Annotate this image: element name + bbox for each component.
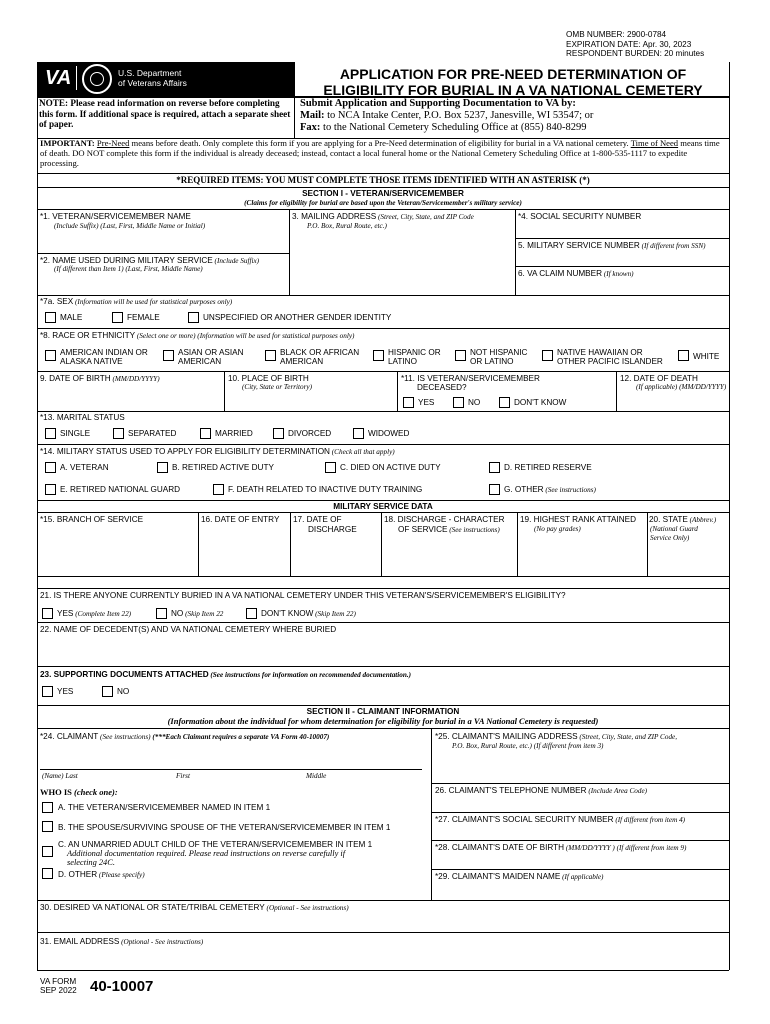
item9-label: 9. DATE OF BIRTH: [40, 374, 111, 383]
who-spouse-checkbox[interactable]: [42, 821, 53, 832]
va-logo: VA: [45, 67, 72, 89]
marital-separated-checkbox[interactable]: [113, 428, 124, 439]
item27-label: *27. CLAIMANT'S SOCIAL SECURITY NUMBER: [435, 815, 614, 824]
submit-title: Submit Application and Supporting Documentation to VA by:: [300, 98, 576, 109]
fax-number: to the National Cemetery Scheduling Office at (855) 840-8299: [320, 122, 587, 133]
mil-other-checkbox[interactable]: [489, 484, 500, 495]
item8-label: *8. RACE OR ETHNICITY: [40, 331, 136, 340]
who-child-checkbox[interactable]: [42, 846, 53, 857]
item23-label: 23. SUPPORTING DOCUMENTS ATTACHED: [40, 670, 209, 679]
race-native-hawaiian-checkbox[interactable]: [542, 350, 553, 361]
item13-label: *13. MARITAL STATUS: [40, 413, 125, 422]
race-white-checkbox[interactable]: [678, 350, 689, 361]
item19-hint: (No pay grades): [534, 525, 581, 533]
item21-label: 21. IS THERE ANYONE CURRENTLY BURIED IN A VA NATIONAL CEMETERY UNDER THIS VETERAN'S/SERVICEMEMBER'S ELIGIBILITY?: [40, 591, 566, 600]
item29-label: *29. CLAIMANT'S MAIDEN NAME: [435, 872, 561, 881]
item12-hint: (If applicable) (MM/DD/YYYY): [636, 383, 727, 391]
item2-hint: (If different than Item 1) (Last, First, Middle Name): [54, 265, 203, 273]
required-items-note: *REQUIRED ITEMS: YOU MUST COMPLETE THOSE ITEMS IDENTIFIED WITH AN ASTERISK (*): [176, 175, 590, 185]
deceased-yes-checkbox[interactable]: [403, 397, 414, 408]
note-text: NOTE: Please read information on reverse before completing this form. If additional space is required, attach a separate sheet of paper.: [39, 98, 291, 129]
item25-label: *25. CLAIMANT'S MAILING ADDRESS: [435, 732, 578, 741]
item26-label: 26. CLAIMANT'S TELEPHONE NUMBER: [435, 786, 587, 795]
item10-hint: (City, State or Territory): [242, 383, 313, 391]
item20-label: 20. STATE: [649, 515, 688, 524]
item14-label: *14. MILITARY STATUS USED TO APPLY FOR ELIGIBILITY DETERMINATION: [40, 447, 330, 456]
form-number: 40-10007: [90, 978, 154, 995]
item16-label: 16. DATE OF ENTRY: [201, 515, 280, 524]
who-veteran-checkbox[interactable]: [42, 802, 53, 813]
mil-retired-guard-checkbox[interactable]: [45, 484, 56, 495]
docs-yes-checkbox[interactable]: [42, 686, 53, 697]
form-title: APPLICATION FOR PRE-NEED DETERMINATION OF ELIGIBILITY FOR BURIAL IN A VA NATIONAL CEMETERY: [323, 66, 703, 98]
buried-dont-know-checkbox[interactable]: [246, 608, 257, 619]
omb-number: OMB NUMBER: 2900-0784: [566, 30, 667, 39]
item11-label: *11. IS VETERAN/SERVICEMEMBER: [401, 374, 540, 383]
section1-subtitle: (Claims for eligibility for burial are based upon the Veteran/Servicemember's military service): [244, 199, 522, 207]
item18-label: 18. DISCHARGE - CHARACTER: [384, 515, 505, 524]
deceased-dont-know-checkbox[interactable]: [499, 397, 510, 408]
item1-hint: (Include Suffix) (Last, First, Middle Name or Initial): [54, 222, 206, 230]
marital-widowed-checkbox[interactable]: [353, 428, 364, 439]
mil-retired-active-checkbox[interactable]: [157, 462, 168, 473]
mail-address: to NCA Intake Center, P.O. Box 5237, Janesville, WI 53547; or: [324, 110, 594, 121]
sex-unspecified-checkbox[interactable]: [188, 312, 199, 323]
item6-label: 6. VA CLAIM NUMBER: [518, 269, 603, 278]
sex-female-checkbox[interactable]: [112, 312, 123, 323]
section2-subtitle: (Information about the individual for whom determination for eligibility for burial in a VA National Cemetery is requested): [167, 716, 599, 726]
who-is-label: WHO IS: [40, 787, 72, 797]
item3-hint: P.O. Box, Rural Route, etc.): [307, 222, 387, 230]
mil-inactive-duty-checkbox[interactable]: [213, 484, 224, 495]
race-hispanic-checkbox[interactable]: [373, 350, 384, 361]
mil-died-active-checkbox[interactable]: [325, 462, 336, 473]
item15-label: *15. BRANCH OF SERVICE: [40, 515, 144, 524]
item17-label: 17. DATE OF: [293, 515, 342, 524]
dept-name: U.S. Department of Veterans Affairs: [118, 68, 187, 88]
form-id: VA FORM SEP 2022: [40, 977, 77, 995]
item25-hint: P.O. Box, Rural Route, etc.) (If different from item 3): [452, 742, 604, 750]
race-black-checkbox[interactable]: [265, 350, 276, 361]
race-not-hispanic-checkbox[interactable]: [455, 350, 466, 361]
respondent-burden: RESPONDENT BURDEN: 20 minutes: [566, 49, 705, 58]
item5-label: 5. MILITARY SERVICE NUMBER: [518, 241, 640, 250]
item3-label: 3. MAILING ADDRESS: [292, 212, 377, 221]
omb-info: [566, 30, 704, 59]
mil-veteran-checkbox[interactable]: [45, 462, 56, 473]
item7a-label: *7a. SEX: [40, 297, 74, 306]
item30-label: 30. DESIRED VA NATIONAL OR STATE/TRIBAL CEMETERY: [40, 903, 265, 912]
docs-no-checkbox[interactable]: [102, 686, 113, 697]
section2-title: SECTION II - CLAIMANT INFORMATION: [306, 707, 460, 716]
section1-title: SECTION I - VETERAN/SERVICEMEMBER: [302, 189, 464, 198]
buried-yes-checkbox[interactable]: [42, 608, 53, 619]
item4-label: *4. SOCIAL SECURITY NUMBER: [518, 212, 642, 221]
item31-label: 31. EMAIL ADDRESS: [40, 937, 120, 946]
item1-label: *1. VETERAN/SERVICEMEMBER NAME: [40, 212, 191, 221]
important-notice: IMPORTANT: Pre-Need means before death. Only complete this form if you are applying for a Pre-Need determination of eligibility for burial in a VA national cemetery. Time of Need means time of death. DO NOT complete this form if the individual is already deceased; instead, contact a local funeral home or the National Cemetery Scheduling Office at 1-800-535-1117 to expedite processing.: [40, 138, 720, 168]
buried-no-checkbox[interactable]: [156, 608, 167, 619]
item12-label: 12. DATE OF DEATH: [620, 374, 698, 383]
marital-divorced-checkbox[interactable]: [273, 428, 284, 439]
item19-label: 19. HIGHEST RANK ATTAINED: [520, 515, 637, 524]
deceased-no-checkbox[interactable]: [453, 397, 464, 408]
mil-retired-reserve-checkbox[interactable]: [489, 462, 500, 473]
race-american-indian-checkbox[interactable]: [45, 350, 56, 361]
marital-married-checkbox[interactable]: [200, 428, 211, 439]
marital-single-checkbox[interactable]: [45, 428, 56, 439]
military-data-title: MILITARY SERVICE DATA: [333, 502, 433, 511]
item10-label: 10. PLACE OF BIRTH: [228, 374, 309, 383]
expiration-date: EXPIRATION DATE: Apr. 30, 2023: [566, 39, 692, 49]
item28-label: *28. CLAIMANT'S DATE OF BIRTH: [435, 843, 565, 852]
item2-label: *2. NAME USED DURING MILITARY SERVICE: [40, 256, 213, 265]
sex-male-checkbox[interactable]: [45, 312, 56, 323]
race-asian-checkbox[interactable]: [163, 350, 174, 361]
item22-label: 22. NAME OF DECEDENT(S) AND VA NATIONAL CEMETERY WHERE BURIED: [40, 625, 337, 634]
submit-block: Submit Application and Supporting Documentation to VA by: Mail: to NCA Intake Center, P.O. Box 5237, Janesville, WI 53547; or Fax: to the National Cemetery Scheduling Office at (855) 840-8299: [300, 98, 728, 134]
who-other-checkbox[interactable]: [42, 868, 53, 879]
item24-label: *24. CLAIMANT: [40, 732, 99, 741]
